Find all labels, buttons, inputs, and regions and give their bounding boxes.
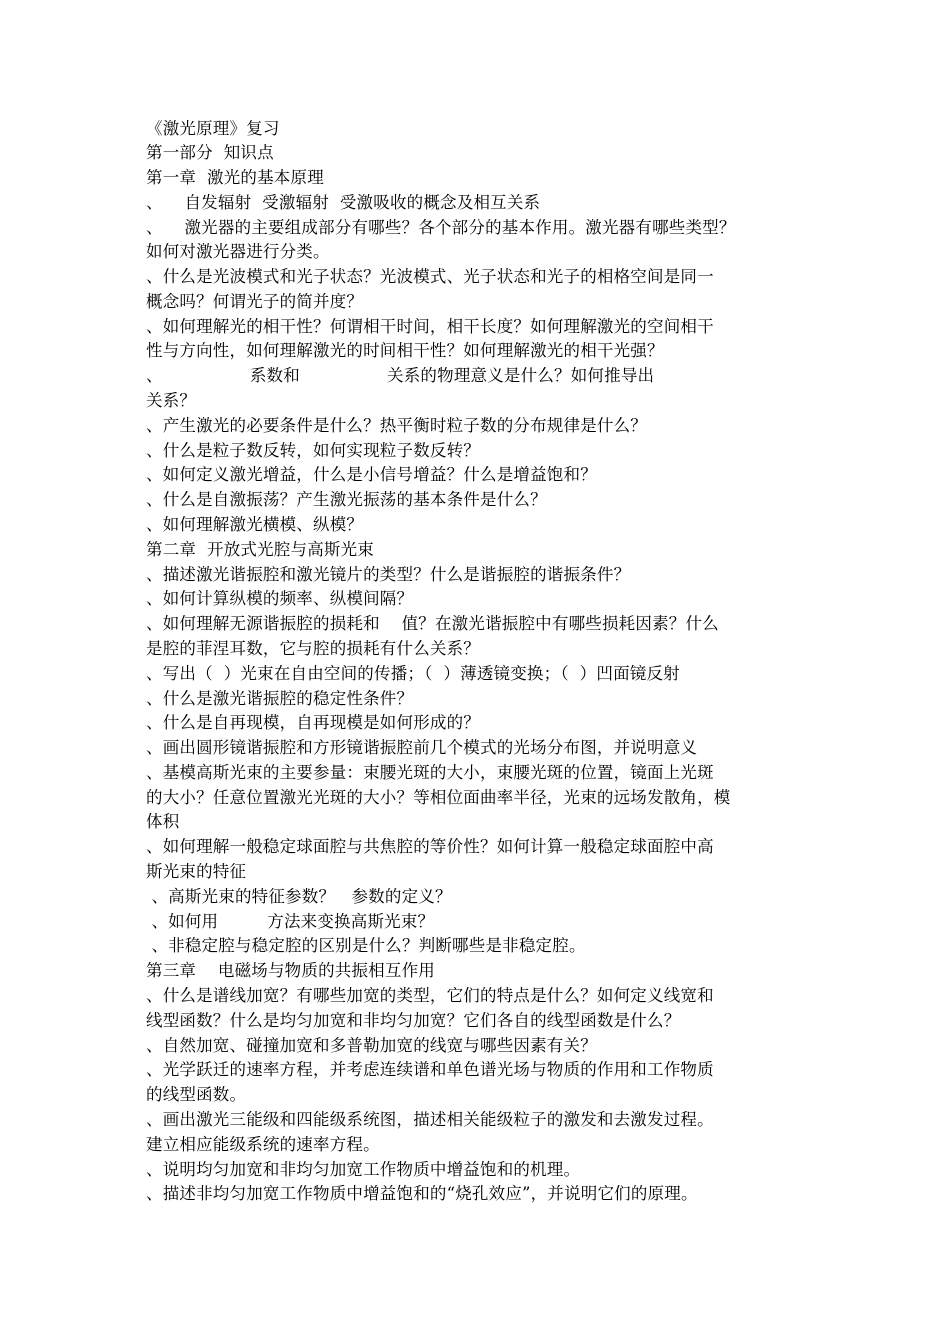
chapter3-line: 的线型函数。: [146, 1085, 247, 1104]
chapter1-line: 关系？: [146, 391, 197, 410]
chapter2-line: 、画出圆形镜谐振腔和方形镜谐振腔前几个模式的光场分布图，并说明意义: [146, 738, 698, 757]
chapter2-line: 斯光束的特征: [146, 862, 247, 881]
chapter1-line: 、如何定义激光增益，什么是小信号增益？什么是增益饱和？: [146, 465, 597, 484]
chapter2-line: 、如何用 方法来变换高斯光束？: [146, 912, 435, 931]
chapter2-heading: 第二章 开放式光腔与高斯光束: [146, 540, 374, 559]
chapter3-line: 、描述非均匀加宽工作物质中增益饱和的“烧孔效应”，并说明它们的原理。: [146, 1184, 698, 1203]
chapter3-line: 、自然加宽、碰撞加宽和多普勒加宽的线宽与哪些因素有关？: [146, 1036, 597, 1055]
chapter3-line: 、光学跃迁的速率方程，并考虑连续谱和单色谱光场与物质的作用和工作物质: [146, 1060, 714, 1079]
chapter2-line: 、写出（ ）光束在自由空间的传播；（ ）薄透镜变换；（ ）凹面镜反射: [146, 664, 680, 683]
chapter2-line: 、如何理解一般稳定球面腔与共焦腔的等价性？如何计算一般稳定球面腔中高: [146, 837, 714, 856]
chapter3-line: 建立相应能级系统的速率方程。: [146, 1135, 380, 1154]
chapter1-heading: 第一章 激光的基本原理: [146, 168, 324, 187]
chapter2-line: 、如何理解无源谐振腔的损耗和 值？在激光谐振腔中有哪些损耗因素？什么: [146, 614, 719, 633]
chapter3-line: 线型函数？什么是均匀加宽和非均匀加宽？它们各自的线型函数是什么？: [146, 1011, 681, 1030]
chapter1-line: 概念吗？何谓光子的简并度？: [146, 292, 364, 311]
chapter3-line: 、画出激光三能级和四能级系统图，描述相关能级粒子的激发和去激发过程。: [146, 1110, 714, 1129]
chapter2-line: 、什么是激光谐振腔的稳定性条件？: [146, 689, 414, 708]
chapter1-line: 、 系数和 关系的物理意义是什么？如何推导出: [146, 366, 655, 385]
chapter2-line: 体积: [146, 812, 180, 831]
chapter1-line: 、 自发辐射 受激辐射 受激吸收的概念及相互关系: [146, 193, 541, 212]
chapter2-line: 、如何计算纵模的频率、纵模间隔？: [146, 589, 414, 608]
chapter1-line: 如何对激光器进行分类。: [146, 242, 330, 261]
chapter2-line: 、什么是自再现模，自再现模是如何形成的？: [146, 713, 480, 732]
chapter1-line: 、 激光器的主要组成部分有哪些？各个部分的基本作用。激光器有哪些类型？: [146, 218, 736, 237]
chapter2-line: 、基模高斯光束的主要参量：束腰光斑的大小，束腰光斑的位置，镜面上光斑: [146, 763, 714, 782]
chapter1-line: 、什么是光波模式和光子状态？光波模式、光子状态和光子的相格空间是同一: [146, 267, 714, 286]
document-title: 《激光原理》复习: [146, 119, 280, 138]
chapter3-heading: 第三章 电磁场与物质的共振相互作用: [146, 961, 435, 980]
chapter3-line: 、什么是谱线加宽？有哪些加宽的类型，它们的特点是什么？如何定义线宽和: [146, 986, 714, 1005]
chapter3-line: 、说明均匀加宽和非均匀加宽工作物质中增益饱和的机理。: [146, 1160, 581, 1179]
chapter2-line: 、描述激光谐振腔和激光镜片的类型？什么是谐振腔的谐振条件？: [146, 565, 631, 584]
chapter2-line: 、高斯光束的特征参数？ 参数的定义？: [146, 887, 452, 906]
chapter1-line: 、什么是自激振荡？产生激光振荡的基本条件是什么？: [146, 490, 547, 509]
part-heading: 第一部分 知识点: [146, 143, 274, 162]
chapter1-line: 性与方向性，如何理解激光的时间相干性？如何理解激光的相干光强？: [146, 341, 664, 360]
chapter2-line: 是腔的菲涅耳数，它与腔的损耗有什么关系？: [146, 639, 480, 658]
chapter1-line: 、什么是粒子数反转，如何实现粒子数反转？: [146, 441, 480, 460]
chapter1-line: 、产生激光的必要条件是什么？热平衡时粒子数的分布规律是什么？: [146, 416, 647, 435]
chapter1-line: 、如何理解激光横模、纵模？: [146, 515, 364, 534]
chapter2-line: 、非稳定腔与稳定腔的区别是什么？判断哪些是非稳定腔。: [146, 936, 586, 955]
chapter1-line: 、如何理解光的相干性？何谓相干时间，相干长度？如何理解激光的空间相干: [146, 317, 714, 336]
chapter2-line: 的大小？任意位置激光光斑的大小？等相位面曲率半径，光束的远场发散角，模: [146, 788, 731, 807]
